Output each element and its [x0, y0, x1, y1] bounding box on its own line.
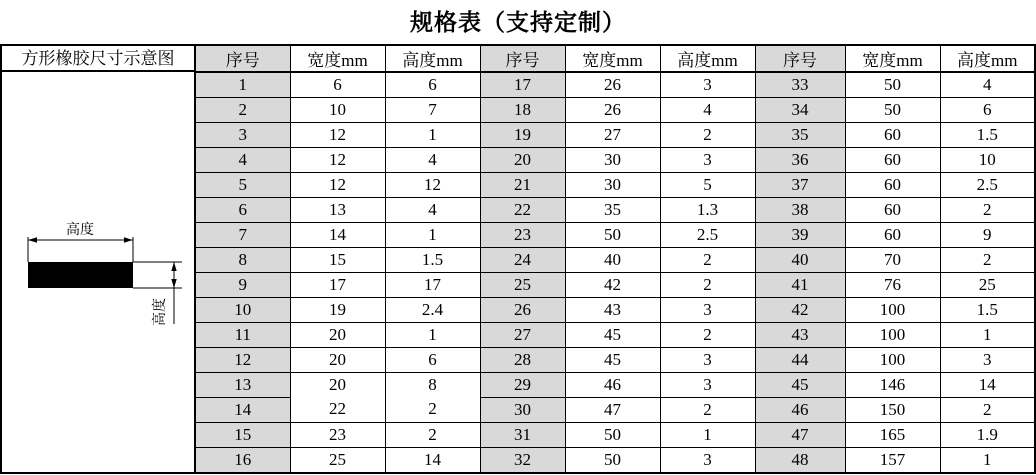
rubber-cross-section	[28, 262, 133, 288]
width-cell: 6	[290, 72, 385, 97]
serial-cell: 27	[480, 322, 565, 347]
height-header-g1: 高度mm	[385, 46, 480, 72]
height-cell: 7	[385, 97, 480, 122]
width-cell: 157	[845, 447, 940, 472]
width-cell: 50	[845, 72, 940, 97]
serial-cell: 45	[755, 372, 845, 397]
serial-cell: 34	[755, 97, 845, 122]
serial-cell: 47	[755, 422, 845, 447]
height-cell: 1.5	[940, 122, 1034, 147]
spec-sheet	[0, 44, 1036, 474]
width-cell: 70	[845, 247, 940, 272]
spec-row	[196, 272, 1034, 297]
width-cell: 25	[290, 447, 385, 472]
width-cell: 42	[565, 272, 660, 297]
width-cell: 20	[290, 322, 385, 347]
height-cell: 3	[660, 347, 755, 372]
height-cell: 5	[660, 172, 755, 197]
spec-table	[196, 46, 1034, 472]
serial-cell: 3	[196, 122, 290, 147]
width-cell: 50	[845, 97, 940, 122]
diagram-panel-title: 方形橡胶尺寸示意图	[2, 46, 194, 72]
height-cell: 3	[940, 347, 1034, 372]
width-cell: 12	[290, 172, 385, 197]
serial-cell: 14	[196, 397, 290, 422]
width-header-g1: 宽度mm	[290, 46, 385, 72]
width-cell: 40	[565, 247, 660, 272]
height-cell: 1.3	[660, 197, 755, 222]
serial-cell: 42	[755, 297, 845, 322]
serial-cell: 17	[480, 72, 565, 97]
dimension-diagram	[2, 72, 194, 473]
spec-row	[196, 147, 1034, 172]
height-cell: 2	[385, 397, 480, 422]
height-cell: 2	[660, 397, 755, 422]
serial-cell: 19	[480, 122, 565, 147]
width-cell: 100	[845, 322, 940, 347]
width-cell: 100	[845, 347, 940, 372]
width-cell: 17	[290, 272, 385, 297]
height-cell: 6	[385, 72, 480, 97]
serial-cell: 2	[196, 97, 290, 122]
width-cell: 30	[565, 147, 660, 172]
height-cell: 14	[385, 447, 480, 472]
width-cell: 20	[290, 347, 385, 372]
serial-cell: 29	[480, 372, 565, 397]
spec-row	[196, 397, 1034, 422]
height-cell: 14	[940, 372, 1034, 397]
width-header-g3: 宽度mm	[845, 46, 940, 72]
top-dimension-label: 高度	[66, 221, 94, 237]
serial-cell: 41	[755, 272, 845, 297]
width-cell: 46	[565, 372, 660, 397]
height-cell: 4	[385, 147, 480, 172]
width-cell: 50	[565, 222, 660, 247]
serial-cell: 21	[480, 172, 565, 197]
serial-cell: 43	[755, 322, 845, 347]
width-cell: 12	[290, 147, 385, 172]
height-cell: 4	[385, 197, 480, 222]
diagram-panel	[2, 46, 196, 472]
width-cell: 165	[845, 422, 940, 447]
spec-row	[196, 97, 1034, 122]
width-cell: 35	[565, 197, 660, 222]
height-cell: 2.5	[940, 172, 1034, 197]
width-cell: 30	[565, 172, 660, 197]
spec-row	[196, 122, 1034, 147]
serial-cell: 9	[196, 272, 290, 297]
height-cell: 3	[660, 147, 755, 172]
serial-cell: 20	[480, 147, 565, 172]
right-arrow-icon	[124, 237, 133, 242]
height-cell: 1.5	[940, 297, 1034, 322]
spec-row	[196, 347, 1034, 372]
spec-row	[196, 422, 1034, 447]
height-cell: 1	[385, 322, 480, 347]
width-cell: 22	[290, 397, 385, 422]
height-header-g2: 高度mm	[660, 46, 755, 72]
width-cell: 100	[845, 297, 940, 322]
spec-row	[196, 447, 1034, 472]
width-cell: 10	[290, 97, 385, 122]
serial-cell: 8	[196, 247, 290, 272]
side-dimension-label: 高度	[151, 298, 167, 326]
width-cell: 146	[845, 372, 940, 397]
serial-cell: 26	[480, 297, 565, 322]
width-cell: 43	[565, 297, 660, 322]
serial-header-g3: 序号	[755, 46, 845, 72]
height-cell: 3	[660, 372, 755, 397]
height-cell: 1.9	[940, 422, 1034, 447]
width-cell: 60	[845, 122, 940, 147]
height-cell: 2	[660, 247, 755, 272]
height-cell: 2	[660, 272, 755, 297]
serial-cell: 12	[196, 347, 290, 372]
serial-cell: 48	[755, 447, 845, 472]
serial-cell: 37	[755, 172, 845, 197]
serial-cell: 38	[755, 197, 845, 222]
height-cell: 1	[983, 449, 992, 469]
width-cell: 20	[290, 372, 385, 397]
serial-cell: 16	[196, 447, 290, 472]
serial-cell: 36	[755, 147, 845, 172]
height-cell: 17	[385, 272, 480, 297]
height-cell: 2	[660, 322, 755, 347]
serial-cell: 35	[755, 122, 845, 147]
width-cell: 15	[290, 247, 385, 272]
width-header-g2: 宽度mm	[565, 46, 660, 72]
serial-cell: 1	[196, 72, 290, 97]
width-cell: 27	[565, 122, 660, 147]
serial-cell: 32	[480, 447, 565, 472]
serial-cell: 18	[480, 97, 565, 122]
height-header-g3: 高度mm	[940, 46, 1034, 72]
dimension-diagram-svg	[2, 72, 194, 473]
serial-cell: 4	[196, 147, 290, 172]
height-cell: 4	[940, 72, 1034, 97]
width-cell: 45	[565, 347, 660, 372]
spec-row	[196, 197, 1034, 222]
width-cell: 26	[565, 72, 660, 97]
height-cell: 10	[940, 147, 1034, 172]
height-cell: 9	[940, 222, 1034, 247]
serial-cell: 25	[480, 272, 565, 297]
width-cell: 50	[565, 422, 660, 447]
serial-cell: 30	[480, 397, 565, 422]
serial-cell: 7	[196, 222, 290, 247]
width-cell: 13	[290, 197, 385, 222]
serial-cell: 10	[196, 297, 290, 322]
height-cell: 12	[385, 172, 480, 197]
serial-cell: 5	[196, 172, 290, 197]
serial-cell: 13	[196, 372, 290, 397]
spec-row	[196, 72, 1034, 97]
up-arrow-icon	[171, 262, 176, 271]
spec-row	[196, 222, 1034, 247]
serial-cell: 15	[196, 422, 290, 447]
height-cell: 1	[660, 422, 755, 447]
width-cell: 150	[845, 397, 940, 422]
serial-cell: 46	[755, 397, 845, 422]
width-cell: 26	[565, 97, 660, 122]
height-cell: 2.4	[385, 297, 480, 322]
serial-cell: 23	[480, 222, 565, 247]
height-cell: 1.5	[385, 247, 480, 272]
height-cell: 4	[660, 97, 755, 122]
serial-header-g1: 序号	[196, 46, 290, 72]
serial-cell: 11	[196, 322, 290, 347]
height-cell: 8	[385, 372, 480, 397]
width-cell: 23	[290, 422, 385, 447]
serial-cell: 33	[755, 72, 845, 97]
height-cell: 6	[940, 97, 1034, 122]
height-cell: 1	[940, 322, 1034, 347]
serial-cell: 39	[755, 222, 845, 247]
serial-header-g2: 序号	[480, 46, 565, 72]
spec-row	[196, 247, 1034, 272]
width-cell: 47	[565, 397, 660, 422]
height-cell: 2	[940, 247, 1034, 272]
height-cell: 2	[385, 422, 480, 447]
height-cell: 1	[385, 222, 480, 247]
serial-cell: 44	[755, 347, 845, 372]
page-title: 规格表（支持定制）	[410, 9, 626, 35]
serial-cell: 40	[755, 247, 845, 272]
left-arrow-icon	[28, 237, 37, 242]
width-cell: 12	[290, 122, 385, 147]
header-row	[196, 46, 1034, 72]
height-cell: 6	[385, 347, 480, 372]
width-cell: 60	[845, 197, 940, 222]
width-cell: 76	[845, 272, 940, 297]
height-cell: 25	[940, 272, 1034, 297]
width-cell: 60	[845, 172, 940, 197]
width-cell: 60	[845, 147, 940, 172]
spec-row	[196, 322, 1034, 347]
width-cell: 50	[565, 447, 660, 472]
serial-cell: 6	[196, 197, 290, 222]
height-cell: 2	[940, 397, 1034, 422]
width-cell: 14	[290, 222, 385, 247]
down-arrow-icon	[171, 279, 176, 288]
serial-cell: 28	[480, 347, 565, 372]
width-cell: 19	[290, 297, 385, 322]
spec-row	[196, 172, 1034, 197]
spec-row	[196, 372, 1034, 397]
serial-cell: 31	[480, 422, 565, 447]
serial-cell: 22	[480, 197, 565, 222]
height-cell: 3	[660, 72, 755, 97]
height-cell: 2	[940, 197, 1034, 222]
height-cell: 3	[660, 297, 755, 322]
spec-row	[196, 297, 1034, 322]
height-cell: 3	[660, 447, 755, 472]
height-cell: 2	[660, 122, 755, 147]
width-cell: 45	[565, 322, 660, 347]
serial-cell: 24	[480, 247, 565, 272]
height-cell: 1	[385, 122, 480, 147]
width-cell: 60	[845, 222, 940, 247]
height-cell: 2.5	[660, 222, 755, 247]
